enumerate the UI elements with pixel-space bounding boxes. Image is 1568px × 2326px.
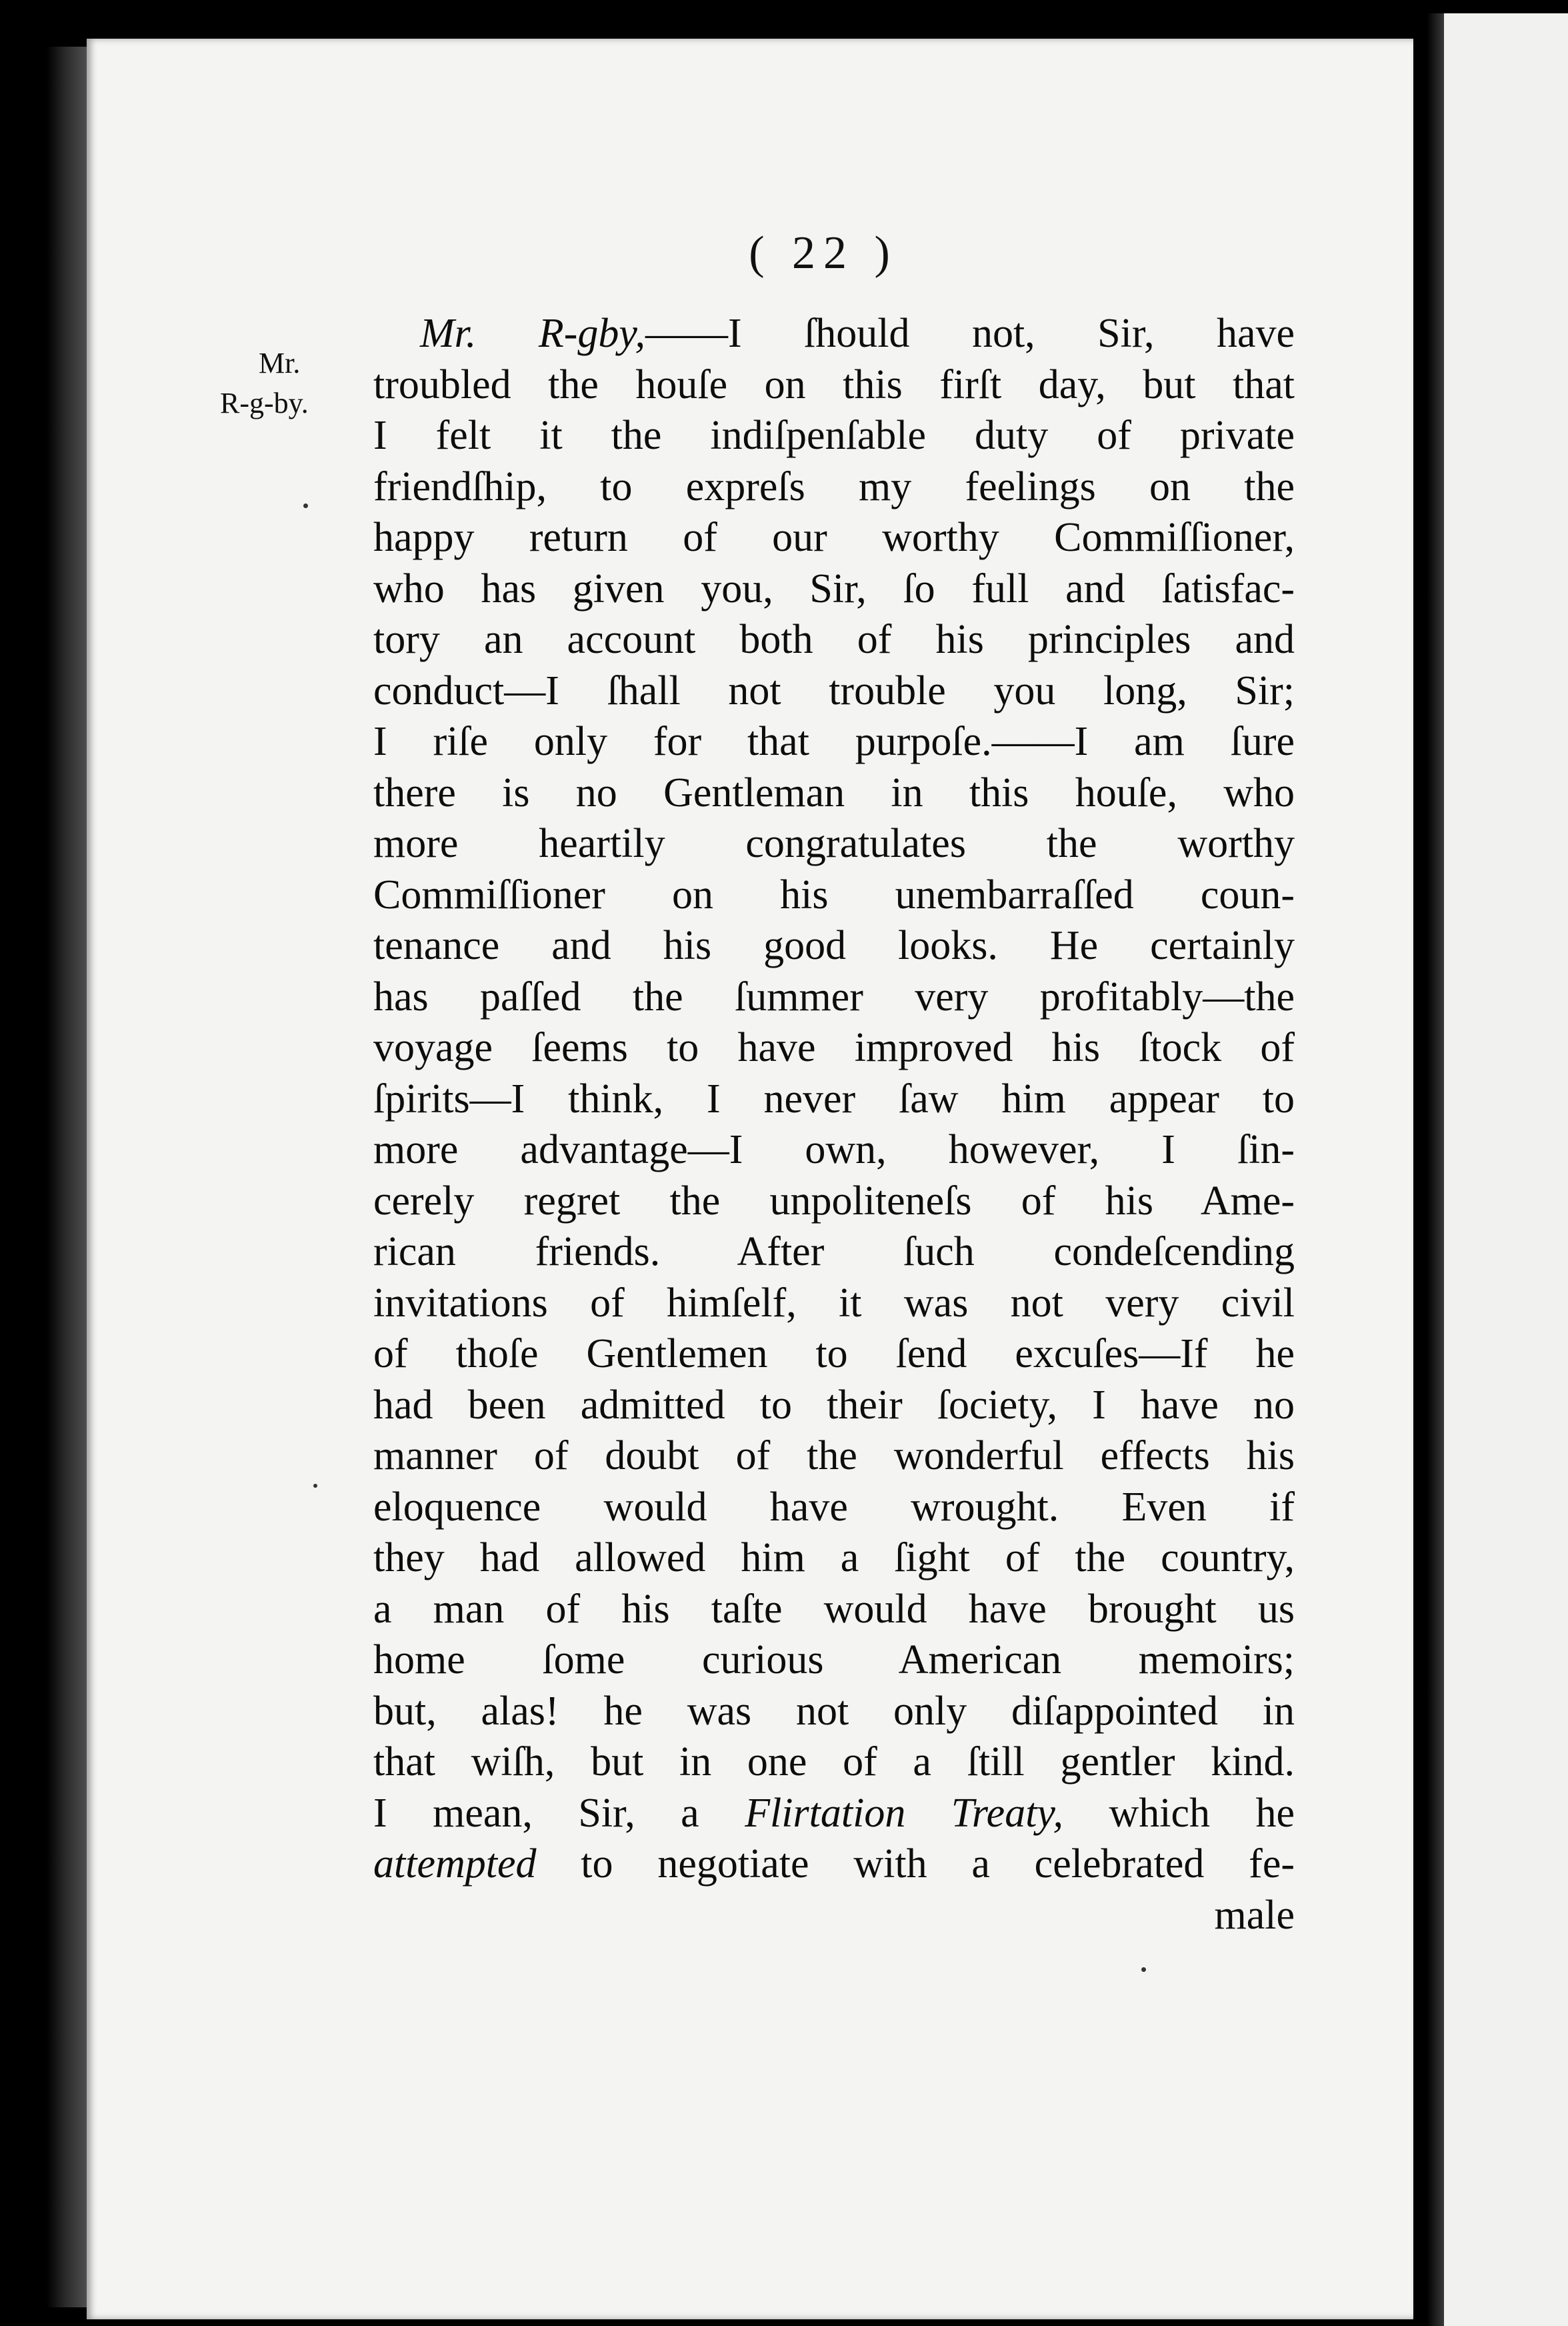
speaker-name: Mr. R-gby, — [420, 311, 645, 356]
text-line: they had allowed him a ſight of the country, — [373, 1535, 1295, 1580]
text-line: I felt it the indiſpenſable duty of private — [373, 413, 1295, 458]
text-line: friendſhip, to expreſs my feelings on the — [373, 463, 1295, 509]
text-line: I riſe only for that purpoſe.——I am ſure — [373, 719, 1295, 764]
text-line: cerely regret the unpoliteneſs of his Ame- — [373, 1178, 1295, 1224]
text-line: invitations of himſelf, it was not very civil — [373, 1280, 1295, 1326]
margin-note-line: Mr. — [259, 347, 301, 379]
text-line: more heartily congratulates the worthy — [373, 821, 1295, 866]
text-line: ſpirits—I think, I never ſaw him appear to — [373, 1076, 1295, 1122]
body-text — [373, 308, 1295, 1941]
paper-speck — [1141, 1967, 1146, 1972]
text-line: home ſome curious American memoirs; — [373, 1637, 1295, 1682]
text-line: had been admitted to their ſociety, I have no — [373, 1382, 1295, 1428]
text-line: who has given you, Sir, ſo full and ſatisfac- — [373, 565, 1295, 612]
text-line: that wiſh, but in one of a ſtill gentler kind. — [373, 1739, 1295, 1785]
text-line: happy return of our worthy Commiſſioner, — [373, 515, 1295, 560]
text-line: attempted to negotiate with a celebrated fe- — [373, 1841, 1295, 1887]
text-line: tenance and his good looks. He certainly — [373, 923, 1295, 968]
paper-speck — [303, 503, 308, 508]
margin-note — [220, 343, 367, 423]
margin-note-line: R-g-by. — [220, 387, 309, 419]
text-line: voyage ſeems to have improved his ſtock of — [373, 1025, 1295, 1070]
text-line: Mr. R-gby,——I ſhould not, Sir, have — [420, 311, 1295, 356]
text-line: Commiſſioner on his unembarraſſed coun- — [373, 872, 1295, 918]
text-line: has paſſed the ſummer very profitably—the — [373, 974, 1295, 1020]
page-number: ( 22 ) — [749, 227, 898, 279]
text-line: rican friends. After ſuch condeſcending — [373, 1229, 1295, 1274]
text-line: I mean, Sir, a Flirtation Treaty, which he — [373, 1790, 1295, 1836]
text-line: manner of doubt of the wonderful effects his — [373, 1433, 1295, 1478]
text-line: troubled the houſe on this firſt day, but that — [373, 361, 1295, 407]
facing-page-edge — [1427, 13, 1568, 2326]
catchword: male — [1214, 1892, 1295, 1938]
paper-speck — [313, 1484, 317, 1488]
text-line: but, alas! he was not only diſappointed in — [373, 1688, 1295, 1734]
text-line: there is no Gentleman in this houſe, who — [373, 770, 1295, 816]
text-line: a man of his taſte would have brought us — [373, 1586, 1295, 1632]
text-line: conduct—I ſhall not trouble you long, Sir; — [373, 668, 1295, 714]
text-line: of thoſe Gentlemen to ſend excuſes—If he — [373, 1331, 1295, 1376]
text-line: eloquence would have wrought. Even if — [373, 1484, 1295, 1530]
text-line: more advantage—I own, however, I ſin- — [373, 1127, 1295, 1172]
text-line: tory an account both of his principles and — [373, 617, 1295, 662]
